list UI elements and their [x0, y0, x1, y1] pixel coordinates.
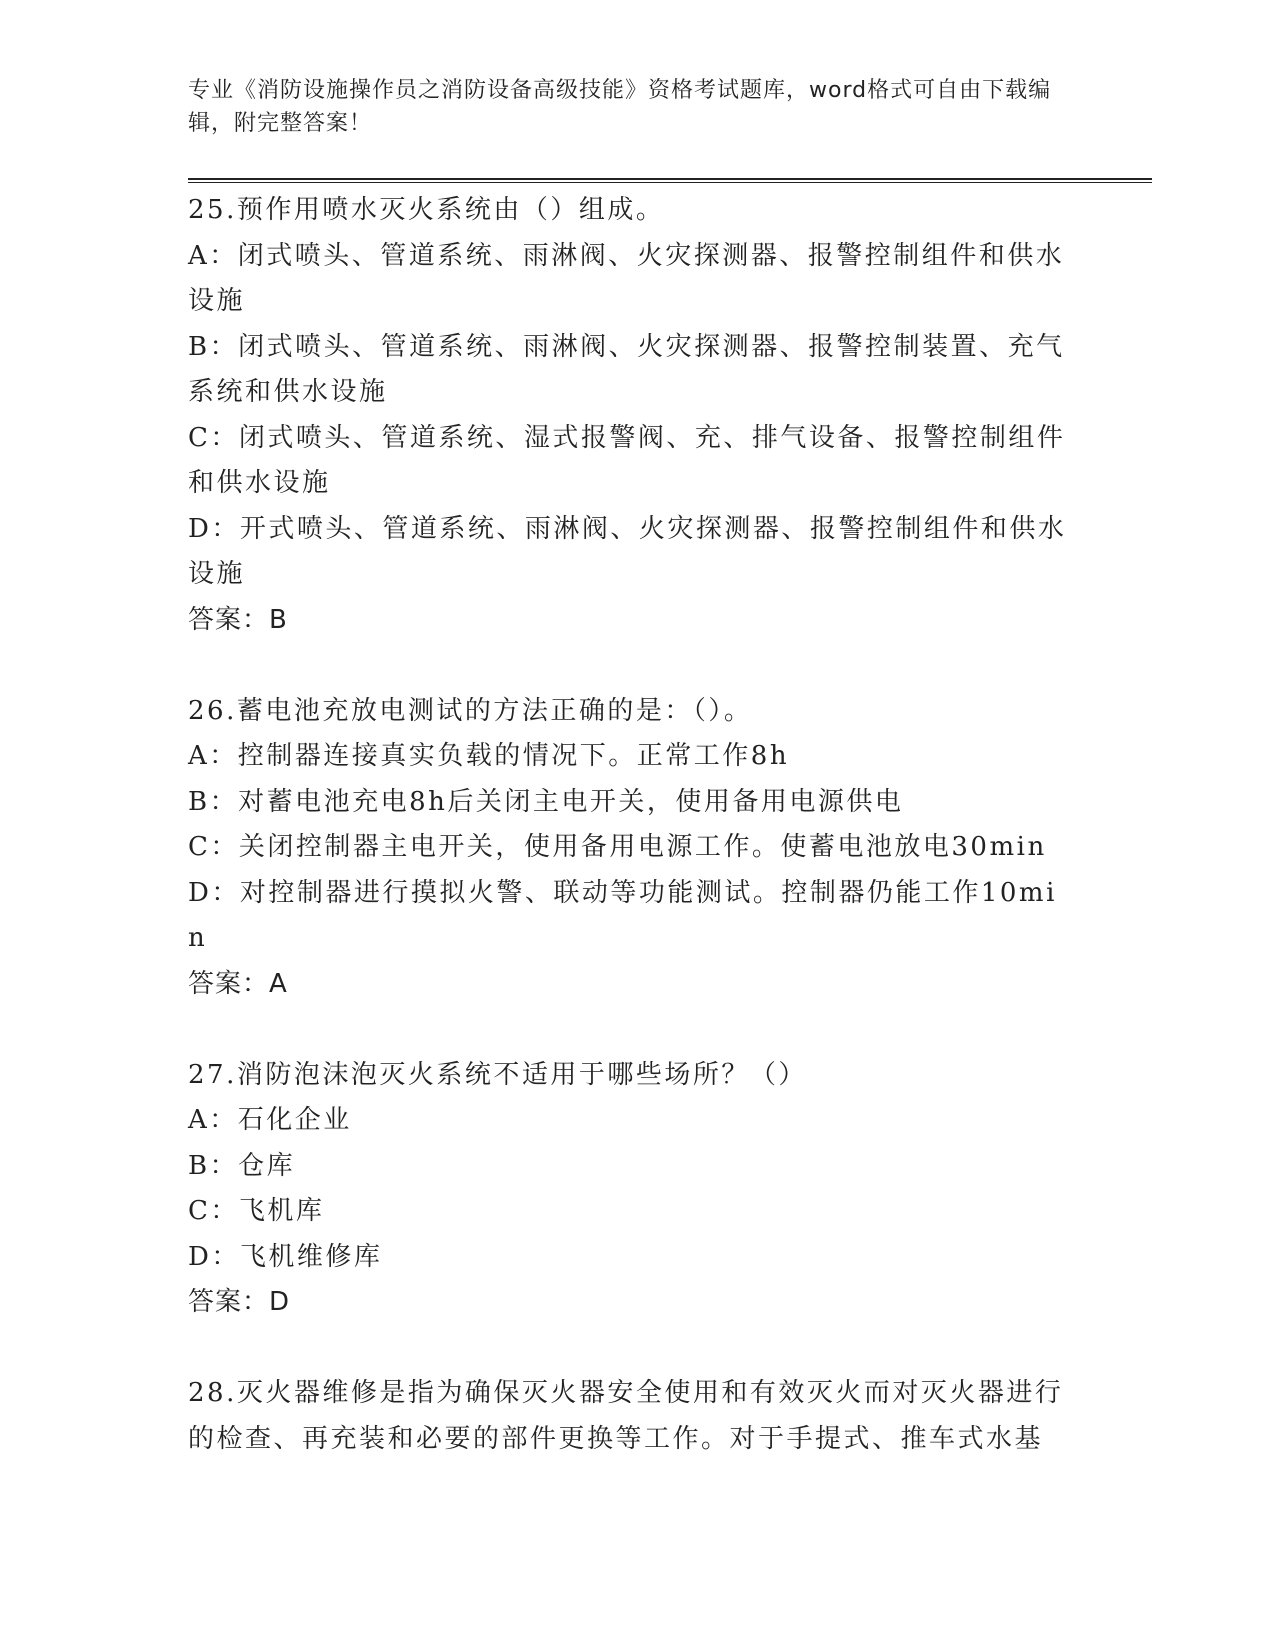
option-b: B：对蓄电池充电8h后关闭主电开关，使用备用电源供电: [188, 786, 904, 817]
question-28: [188, 1371, 1068, 1462]
header-divider: [188, 178, 1152, 183]
option-c: C：飞机库: [188, 1196, 325, 1226]
question-stem: 25.预作用喷水灭火系统由（）组成。: [188, 195, 665, 225]
option-a: A：控制器连接真实负载的情况下。正常工作8h: [188, 741, 790, 771]
spacer: [188, 1007, 1068, 1053]
option-c: C：关闭控制器主电开关，使用备用电源工作。使蓄电池放电30min: [188, 832, 1047, 862]
question-stem: 27.消防泡沫泡灭火系统不适用于哪些场所？（）: [188, 1059, 807, 1090]
option-a: A：闭式喷头、管道系统、雨淋阀、火灾探测器、报警控制组件和供水设施: [188, 240, 1065, 316]
option-b: B：闭式喷头、管道系统、雨淋阀、火灾探测器、报警控制装置、充气系统和供水设施: [188, 331, 1065, 407]
option-b: B：仓库: [188, 1150, 296, 1181]
option-c: C：闭式喷头、管道系统、湿式报警阀、充、排气设备、报警控制组件和供水设施: [188, 422, 1066, 498]
question-25: [188, 188, 1068, 643]
option-d: D：飞机维修库: [188, 1241, 383, 1272]
question-list: [188, 188, 1068, 1462]
question-27: [188, 1053, 1068, 1326]
question-stem: 28.灭火器维修是指为确保灭火器安全使用和有效灭火而对灭火器进行的检查、再充装和必要的部件更换等工作。对于手提式、推车式水基: [188, 1378, 1064, 1454]
header-note: 专业《消防设施操作员之消防设备高级技能》资格考试题库，word格式可自由下载编辑，附完整答案！: [188, 78, 1052, 136]
option-d: D：开式喷头、管道系统、雨淋阀、火灾探测器、报警控制组件和供水设施: [188, 513, 1067, 589]
option-a: A：石化企业: [188, 1105, 352, 1135]
answer-label: 答案：A: [188, 968, 288, 999]
spacer: [188, 643, 1068, 689]
question-stem: 26.蓄电池充放电测试的方法正确的是：（）。: [188, 695, 753, 726]
answer-label: 答案：B: [188, 604, 288, 635]
question-26: [188, 689, 1068, 1008]
spacer: [188, 1326, 1068, 1372]
option-d: D：对控制器进行摸拟火警、联动等功能测试。控制器仍能工作10min: [188, 877, 1057, 953]
answer-label: 答案：D: [188, 1287, 291, 1317]
